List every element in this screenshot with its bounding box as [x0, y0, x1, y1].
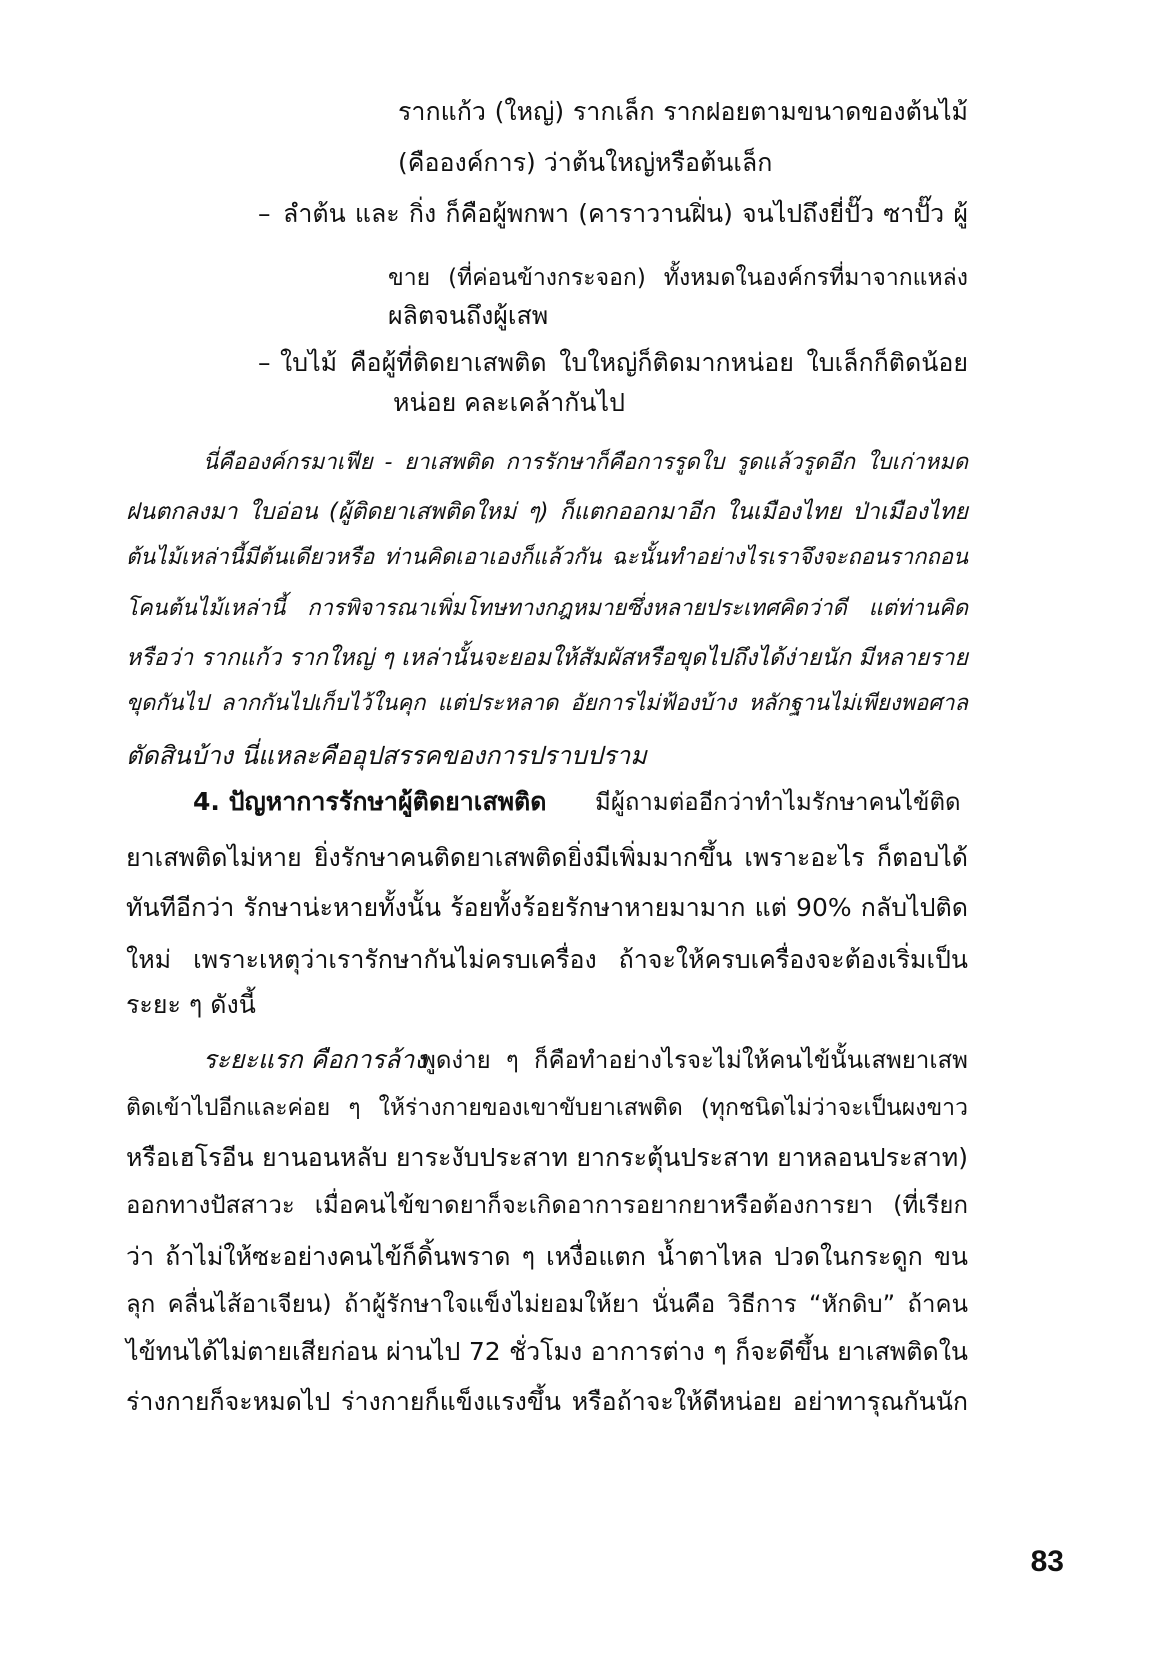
- italic-paragraph-line-3: ต้นไม้เหล่านี้มีต้นเดียวหรือ ท่านคิดเอาเองก็แล้วกัน ฉะนั้นทำอย่างไรเราจึงจะถอนรากถอน: [126, 545, 968, 570]
- phase-1-line-4: ออกทางปัสสาวะ เมื่อคนไข้ขาดยาก็จะเกิดอาการอยากยาหรือต้องการยา (ที่เรียก: [126, 1191, 968, 1219]
- italic-paragraph-line-7: ตัดสินบ้าง นี่แหละคืออุปสรรคของการปราบปราม: [126, 741, 647, 770]
- phase-1-line-1-rest: พูดง่าย ๆ ก็คือทำอย่างไรจะไม่ให้คนไข้นั้นเสพยาเสพ: [420, 1046, 968, 1074]
- phase-1-line-8: ร่างกายก็จะหมดไป ร่างกายก็แข็งแรงขึ้น หรือถ้าจะให้ดีหน่อย อย่าทารุณกันนัก: [126, 1387, 968, 1416]
- phase-1-line-7: ไข้ทนได้ไม่ตายเสียก่อน ผ่านไป 72 ชั่วโมง อาการต่าง ๆ ก็จะดีขึ้น ยาเสพติดใน: [126, 1337, 968, 1366]
- phase-1-line-6: ลุก คลื่นไส้อาเจียน) ถ้าผู้รักษาใจแข็งไม่ยอมให้ยา นั่นคือ วิธีการ “หักดิบ” ถ้าคน: [126, 1290, 968, 1318]
- trunk-dash: –: [258, 199, 271, 228]
- italic-paragraph-line-1: นี่คือองค์กรมาเฟีย - ยาเสพติด การรักษาก็คือการรูดใบ รูดแล้วรูดอีก ใบเก่าหมด: [203, 450, 968, 475]
- section-4-line-4: ใหม่ เพราะเหตุว่าเรารักษากันไม่ครบเครื่อง ถ้าจะให้ครบเครื่องจะต้องเริ่มเป็น: [126, 945, 968, 974]
- italic-paragraph-line-5: หรือว่า รากแก้ว รากใหญ่ ๆ เหล่านั้นจะยอมให้สัมผัสหรือขุดไปถึงได้ง่ายนัก มีหลายราย: [126, 645, 968, 671]
- leaves-dash: –: [258, 348, 271, 377]
- phase-1-line-3: หรือเฮโรอีน ยานอนหลับ ยาระงับประสาท ยากระตุ้นประสาท ยาหลอนประสาท): [126, 1143, 968, 1172]
- italic-paragraph-line-2: ฝนตกลงมา ใบอ่อน (ผู้ติดยาเสพติดใหม่ ๆ) ก็แตกออกมาอีก ในเมืองไทย ป่าเมืองไทย: [126, 499, 968, 525]
- trunk-line-3: ผลิตจนถึงผู้เสพ: [388, 301, 549, 330]
- roots-line-1: รากแก้ว (ใหญ่) รากเล็ก รากฝอยตามขนาดของต้นไม้: [398, 97, 968, 126]
- section-4-line-3: ทันทีอีกว่า รักษาน่ะหายทั้งนั้น ร้อยทั้งร้อยรักษาหายมามาก แต่ 90% กลับไปติด: [126, 893, 968, 922]
- trunk-line-2: ขาย (ที่ค่อนข้างกระจอก) ทั้งหมดในองค์กรที่มาจากแหล่ง: [388, 265, 968, 291]
- phase-1-label: ระยะแรก คือการล้าง: [203, 1045, 427, 1074]
- phase-1-line-5: ว่า ถ้าไม่ให้ซะอย่างคนไข้ก็ดิ้นพราด ๆ เหงื่อแตก น้ำตาไหล ปวดในกระดูก ขน: [126, 1242, 968, 1271]
- section-4-line-2: ยาเสพติดไม่หาย ยิ่งรักษาคนติดยาเสพติดยิ่งมีเพิ่มมากขึ้น เพราะอะไร ก็ตอบได้: [126, 843, 968, 872]
- section-4-heading: 4. ปัญหาการรักษาผู้ติดยาเสพติด: [193, 787, 547, 816]
- roots-line-2: (คือองค์การ) ว่าต้นใหญ่หรือต้นเล็ก: [398, 148, 773, 177]
- italic-paragraph-line-4: โคนต้นไม้เหล่านี้ การพิจารณาเพิ่มโทษทางกฎหมายซึ่งหลายประเทศคิดว่าดี แต่ท่านคิด: [126, 596, 968, 621]
- leaves-line-2: หน่อย คละเคล้ากันไป: [393, 388, 625, 417]
- section-4-line-5: ระยะ ๆ ดังนี้: [126, 990, 256, 1019]
- italic-paragraph-line-6: ขุดกันไป ลากกันไปเก็บไว้ในคุก แต่ประหลาด อัยการไม่ฟ้องบ้าง หลักฐานไม่เพียงพอศาล: [126, 691, 968, 716]
- page-number: 83: [1030, 1545, 1064, 1578]
- leaves-line-1: ใบไม้ คือผู้ที่ติดยาเสพติด ใบใหญ่ก็ติดมากหน่อย ใบเล็กก็ติดน้อย: [280, 348, 968, 377]
- section-4-line-1-rest: มีผู้ถามต่ออีกว่าทำไมรักษาคนไข้ติด: [595, 788, 961, 816]
- phase-1-line-2: ติดเข้าไปอีกและค่อย ๆ ให้ร่างกายของเขาขับยาเสพติด (ทุกชนิดไม่ว่าจะเป็นผงขาว: [126, 1095, 968, 1121]
- trunk-line-1: ลำต้น และ กิ่ง ก็คือผู้พกพา (คาราวานฝิ่น) จนไปถึงยี่ปั๊ว ซาปั๊ว ผู้: [283, 199, 968, 228]
